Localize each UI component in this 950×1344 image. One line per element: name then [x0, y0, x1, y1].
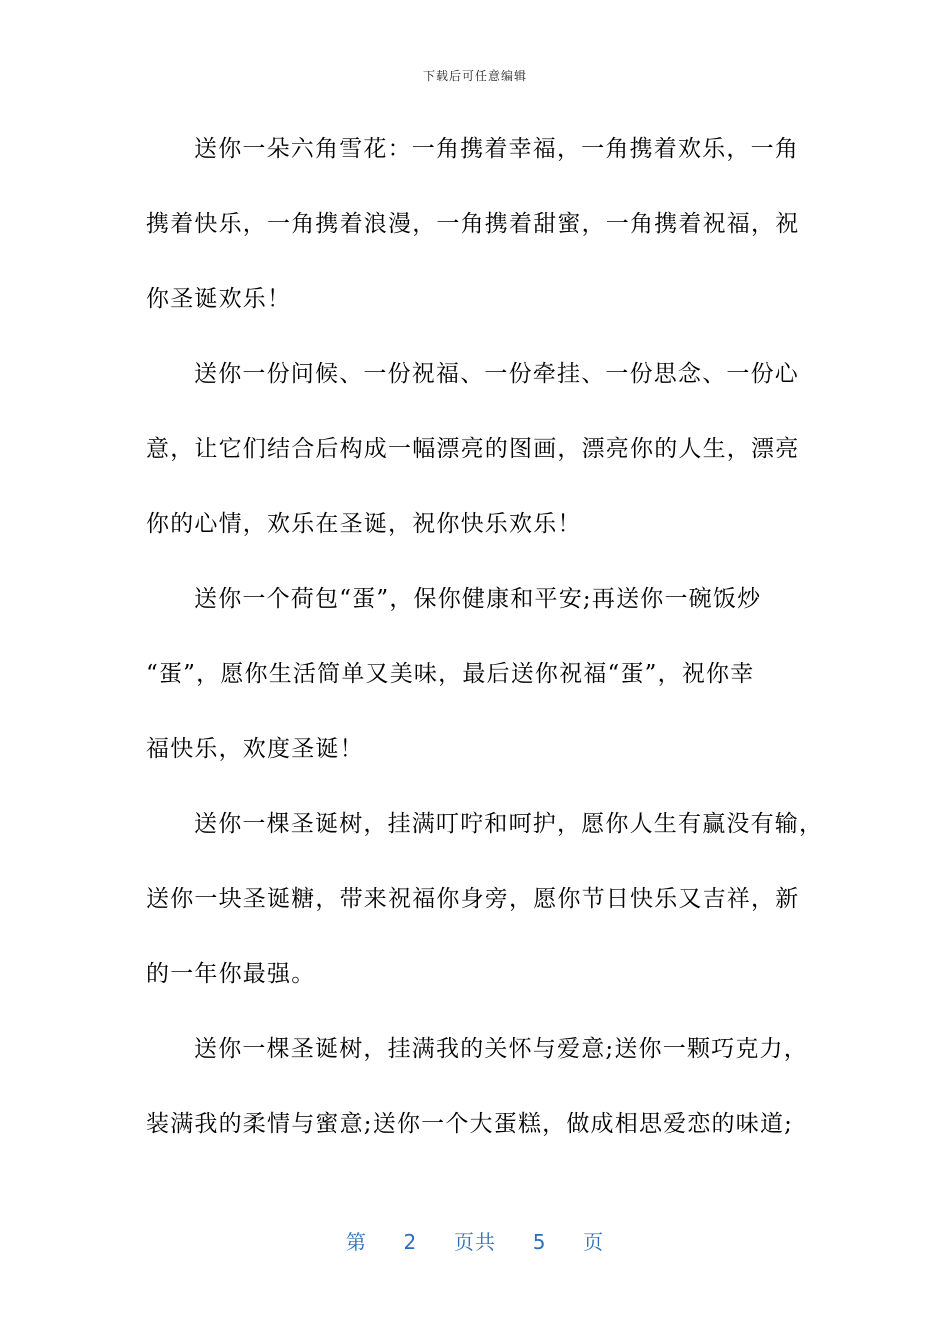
footer-suffix: 页 [583, 1230, 605, 1254]
page-number-footer [0, 1226, 950, 1255]
paragraph-line: “蛋”，愿你生活简单又美味，最后送你祝福“蛋”，祝你幸 [146, 661, 755, 687]
paragraph-line: 的一年你最强。 [146, 961, 316, 987]
paragraph-line: 携着快乐，一角携着浪漫，一角携着甜蜜，一角携着祝福，祝 [146, 211, 800, 237]
footer-total-pages: 5 [532, 1230, 547, 1254]
footer-page-number: 2 [403, 1230, 418, 1254]
document-body [146, 112, 824, 1162]
footer-middle: 页共 [454, 1230, 496, 1254]
paragraph-line: 你的心情，欢乐在圣诞，祝你快乐欢乐！ [146, 511, 582, 537]
header-note: 下载后可任意编辑 [422, 69, 527, 83]
footer-prefix: 第 [345, 1230, 367, 1254]
paragraph-5 [146, 1012, 816, 1162]
paragraph-line: 送你一份问候、一份祝福、一份牵挂、一份思念、一份心 [194, 361, 799, 387]
paragraph-1 [146, 112, 816, 337]
paragraph-line: 福快乐，欢度圣诞！ [146, 736, 364, 762]
paragraph-line: 你圣诞欢乐！ [146, 286, 292, 312]
paragraph-line: 送你一块圣诞糖，带来祝福你身旁，愿你节日快乐又吉祥，新 [146, 886, 800, 912]
paragraph-line: 送你一个荷包“蛋”，保你健康和平安;再送你一碗饭炒 [194, 586, 762, 612]
paragraph-line: 意，让它们结合后构成一幅漂亮的图画，漂亮你的人生，漂亮 [146, 436, 800, 462]
paragraph-line: 送你一棵圣诞树，挂满我的关怀与爱意;送你一颗巧克力， [194, 1036, 808, 1062]
paragraph-line: 送你一棵圣诞树，挂满叮咛和呵护，愿你人生有赢没有输， [194, 811, 824, 837]
paragraph-line: 送你一朵六角雪花：一角携着幸福，一角携着欢乐，一角 [194, 136, 799, 162]
paragraph-3 [146, 562, 816, 787]
paragraph-line: 装满我的柔情与蜜意;送你一个大蛋糕，做成相思爱恋的味道; [146, 1111, 794, 1137]
paragraph-4 [146, 787, 824, 1012]
paragraph-2 [146, 337, 816, 562]
